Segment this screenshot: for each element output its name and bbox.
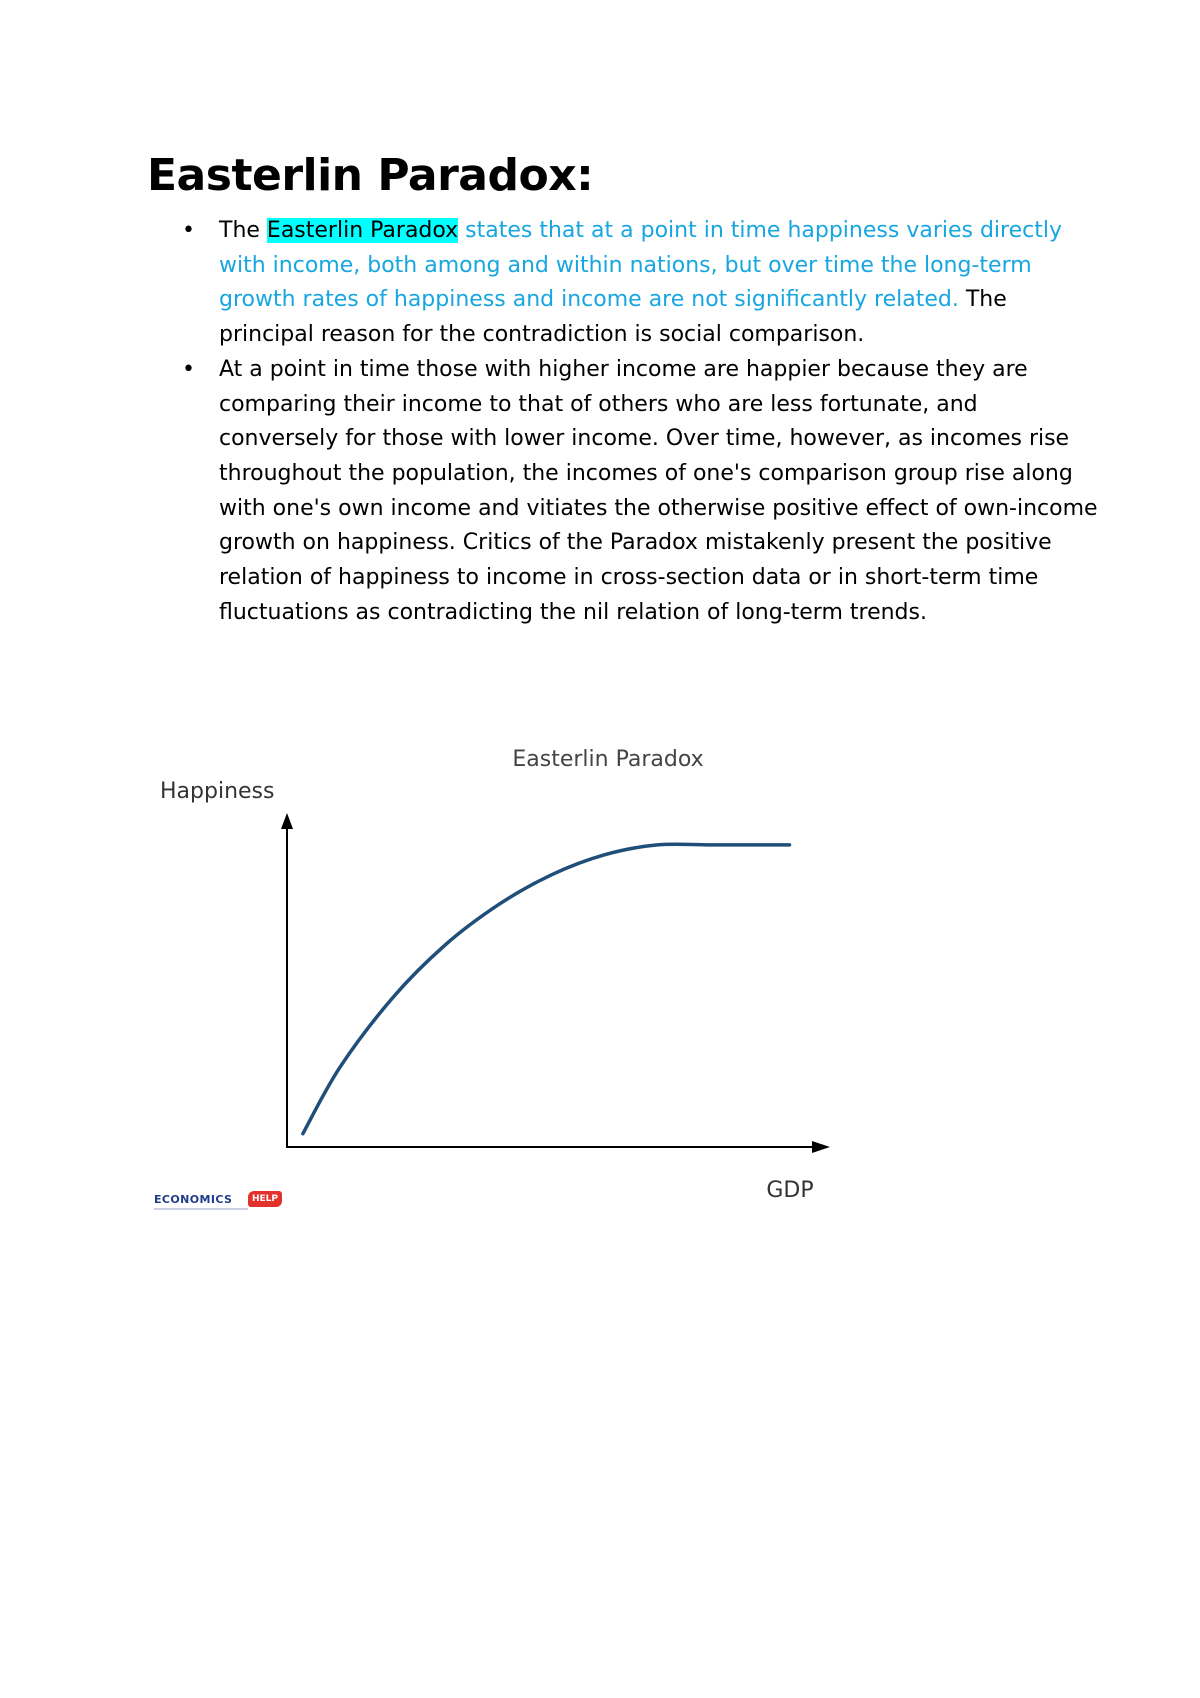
bullet-item xyxy=(182,353,1099,631)
body-text: The principal reason for the contradiction is social comparison. xyxy=(219,287,1007,348)
easterlin-chart xyxy=(140,735,880,1219)
logo-word: ECONOMICS xyxy=(154,1193,233,1206)
economics-help-logo xyxy=(154,1190,282,1212)
body-text: At a point in time those with higher income are happier because they are comparing their income to that of others who are less fortunate, and conversely for those with lower income. Over time, however, as incomes rise throughout the population, the incomes of one's comparison group rise along with one's own income and vitiates the otherwise positive effect of own-income growth on happiness. Critics of the Paradox mistakenly present the positive relation of happiness to income in cross-section data or in short-term time fluctuations as contradicting the nil relation of long-term trends. xyxy=(219,356,1098,625)
logo-rule xyxy=(154,1208,248,1210)
bullet-item xyxy=(182,214,1099,353)
page-title: Easterlin Paradox: xyxy=(147,150,594,201)
x-axis-arrow xyxy=(812,1141,830,1153)
y-axis-label: Happiness xyxy=(160,779,275,804)
chart-svg xyxy=(140,735,880,1215)
bullet-dot: • xyxy=(182,218,195,243)
logo-badge: HELP xyxy=(248,1191,282,1207)
bullet-list xyxy=(182,214,1099,630)
definition-text: states that at a point in time happiness varies directly with income, both among and within nations, but over time the long-term growth rates of happiness and income are not significantly related. xyxy=(219,218,1062,313)
y-axis-arrow xyxy=(281,813,293,829)
happiness-curve xyxy=(303,844,790,1134)
bullet-dot: • xyxy=(182,356,195,382)
body-text: The xyxy=(219,218,267,243)
x-axis-label: GDP xyxy=(766,1178,814,1203)
highlighted-term: Easterlin Paradox xyxy=(266,218,459,243)
chart-title: Easterlin Paradox xyxy=(512,747,704,772)
